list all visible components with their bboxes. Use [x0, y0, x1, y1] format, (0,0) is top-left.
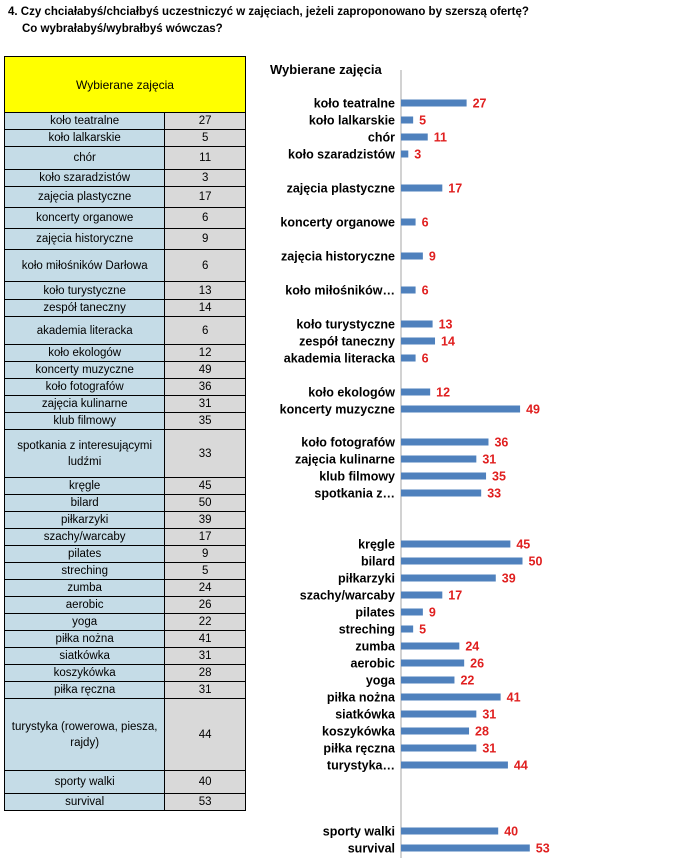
table-cell-count: 9 — [165, 546, 246, 563]
bar — [401, 592, 442, 599]
table-cell-count: 12 — [165, 345, 246, 362]
table-cell-count: 17 — [165, 187, 246, 208]
category-label: piłka ręczna — [323, 741, 395, 756]
bar — [401, 151, 408, 158]
data-label: 13 — [438, 317, 453, 332]
table-cell-activity: survival — [5, 794, 165, 811]
category-label: koncerty muzyczne — [279, 402, 395, 417]
table-cell-activity: piłka ręczna — [5, 682, 165, 699]
data-label: 50 — [528, 554, 543, 569]
category-label: koło fotografów — [301, 435, 395, 450]
table-cell-count: 24 — [165, 580, 246, 597]
category-label: piłka nożna — [326, 690, 395, 705]
table-header-row — [5, 57, 246, 113]
table-row — [5, 478, 246, 495]
table-row — [5, 147, 246, 170]
bar — [401, 609, 423, 616]
table-cell-activity: koło lalkarskie — [5, 130, 165, 147]
table-cell-activity: zespół taneczny — [5, 300, 165, 317]
table-cell-activity: streching — [5, 563, 165, 580]
data-label: 6 — [421, 283, 429, 298]
bar — [401, 762, 508, 769]
bar — [401, 745, 476, 752]
category-label: sporty walki — [322, 824, 395, 839]
table-cell-count: 33 — [165, 430, 246, 478]
data-label: 35 — [492, 469, 506, 484]
category-label: zespół taneczny — [299, 334, 395, 349]
table-row — [5, 300, 246, 317]
table-cell-count: 6 — [165, 250, 246, 282]
data-label: 14 — [441, 334, 455, 349]
table-cell-activity: koło teatralne — [5, 113, 165, 130]
chart-title: Wybierane zajęcia — [270, 62, 382, 77]
table-cell-activity: koszykówka — [5, 665, 165, 682]
table-cell-count: 9 — [165, 229, 246, 250]
table-cell-count: 11 — [165, 147, 246, 170]
table-row — [5, 208, 246, 229]
table-row — [5, 413, 246, 430]
category-label: klub filmowy — [319, 469, 395, 484]
table-cell-count: 28 — [165, 665, 246, 682]
data-label: 3 — [414, 147, 422, 162]
bar — [401, 253, 423, 260]
table-cell-count: 41 — [165, 631, 246, 648]
category-label: koszykówka — [322, 724, 395, 739]
table-row — [5, 170, 246, 187]
category-label: spotkania z… — [314, 486, 395, 501]
table-row — [5, 580, 246, 597]
table-cell-count: 5 — [165, 563, 246, 580]
data-label: 44 — [513, 758, 528, 773]
table-cell-activity: piłka nożna — [5, 631, 165, 648]
table-row — [5, 546, 246, 563]
bar — [401, 660, 464, 667]
table-row — [5, 282, 246, 300]
bar — [401, 321, 433, 328]
data-label: 31 — [482, 741, 497, 756]
table-cell-activity: siatkówka — [5, 648, 165, 665]
table-cell-activity: bilard — [5, 495, 165, 512]
table-cell-activity: szachy/warcaby — [5, 529, 165, 546]
category-label: siatkówka — [335, 707, 395, 722]
bar — [401, 185, 442, 192]
category-label: pilates — [355, 605, 395, 620]
table-row — [5, 771, 246, 794]
category-label: akademia literacka — [283, 351, 395, 366]
bar — [401, 711, 476, 718]
table-cell-count: 27 — [165, 113, 246, 130]
data-label: 9 — [428, 249, 436, 264]
bar — [401, 490, 481, 497]
bar — [401, 558, 523, 565]
table-cell-activity: piłkarzyki — [5, 512, 165, 529]
bar — [401, 677, 454, 684]
table-cell-activity: koło fotografów — [5, 379, 165, 396]
table-cell-activity: koło szaradzistów — [5, 170, 165, 187]
category-label: survival — [347, 841, 395, 856]
table-cell-activity: zajęcia kulinarne — [5, 396, 165, 413]
bar — [401, 694, 501, 701]
table-cell-activity: zajęcia historyczne — [5, 229, 165, 250]
table-cell-activity: koncerty muzyczne — [5, 362, 165, 379]
bar — [401, 439, 488, 446]
table-cell-activity: klub filmowy — [5, 413, 165, 430]
table-row — [5, 379, 246, 396]
table-row — [5, 794, 246, 811]
table-cell-activity: aerobic — [5, 597, 165, 614]
data-label: 11 — [433, 130, 447, 145]
data-label: 33 — [487, 486, 502, 501]
table-header: Wybierane zajęcia — [5, 57, 246, 113]
bar — [401, 541, 510, 548]
table-cell-activity: koncerty organowe — [5, 208, 165, 229]
table-cell-activity: kręgle — [5, 478, 165, 495]
table-row — [5, 130, 246, 147]
category-label: kręgle — [358, 537, 395, 552]
bar — [401, 473, 486, 480]
bar — [401, 728, 469, 735]
data-label: 45 — [516, 537, 531, 552]
table-cell-count: 14 — [165, 300, 246, 317]
table-cell-count: 3 — [165, 170, 246, 187]
bar — [401, 643, 459, 650]
question-text — [8, 4, 529, 38]
category-label: koncerty organowe — [280, 215, 395, 230]
category-label: koło szaradzistów — [288, 147, 395, 162]
bar — [401, 100, 467, 107]
table-cell-count: 5 — [165, 130, 246, 147]
table-row — [5, 597, 246, 614]
table-cell-activity: turystyka (rowerowa, piesza, rajdy) — [5, 699, 165, 771]
category-label: turystyka… — [326, 758, 395, 773]
data-label: 27 — [472, 96, 487, 111]
table-cell-activity: zumba — [5, 580, 165, 597]
table-cell-count: 6 — [165, 208, 246, 229]
table-cell-count: 22 — [165, 614, 246, 631]
table-cell-count: 39 — [165, 512, 246, 529]
category-label: yoga — [365, 673, 395, 688]
table-cell-count: 31 — [165, 648, 246, 665]
table-row — [5, 699, 246, 771]
table-cell-count: 17 — [165, 529, 246, 546]
category-label: piłkarzyki — [338, 571, 395, 586]
category-label: koło lalkarskie — [308, 113, 395, 128]
data-label: 5 — [419, 622, 427, 637]
table-row — [5, 495, 246, 512]
table-row — [5, 229, 246, 250]
data-label: 49 — [526, 402, 540, 417]
bar — [401, 626, 413, 633]
bar-chart — [256, 58, 680, 860]
table-row — [5, 187, 246, 208]
data-label: 36 — [494, 435, 509, 450]
data-label: 9 — [428, 605, 436, 620]
data-label: 53 — [535, 841, 550, 856]
table-row — [5, 512, 246, 529]
table-cell-activity: chór — [5, 147, 165, 170]
table-row — [5, 665, 246, 682]
table-row — [5, 631, 246, 648]
category-label: szachy/warcaby — [299, 588, 395, 603]
table-cell-count: 40 — [165, 771, 246, 794]
bar — [401, 134, 428, 141]
category-label: zajęcia kulinarne — [294, 452, 395, 467]
category-label: zajęcia plastyczne — [286, 181, 395, 196]
table-row — [5, 362, 246, 379]
table-cell-count: 49 — [165, 362, 246, 379]
bar — [401, 845, 530, 852]
bar — [401, 287, 416, 294]
table-row — [5, 648, 246, 665]
data-label: 31 — [482, 707, 497, 722]
table-cell-activity: koło miłośników Darłowa — [5, 250, 165, 282]
bar — [401, 575, 496, 582]
category-label: aerobic — [350, 656, 395, 671]
bar — [401, 117, 413, 124]
data-label: 41 — [506, 690, 521, 705]
bar — [401, 355, 416, 362]
table-row — [5, 682, 246, 699]
table-row — [5, 345, 246, 362]
data-label: 12 — [436, 385, 451, 400]
bar — [401, 828, 498, 835]
category-label: koło miłośników… — [285, 283, 395, 298]
category-label: koło ekologów — [308, 385, 395, 400]
category-label: bilard — [360, 554, 395, 569]
table-cell-count: 31 — [165, 682, 246, 699]
data-label: 39 — [501, 571, 516, 586]
category-label: chór — [367, 130, 395, 145]
data-label: 26 — [470, 656, 485, 671]
category-label: koło teatralne — [313, 96, 395, 111]
table-row — [5, 317, 246, 345]
table-cell-activity: zajęcia plastyczne — [5, 187, 165, 208]
table-row — [5, 396, 246, 413]
table-row — [5, 250, 246, 282]
category-label: zumba — [355, 639, 395, 654]
data-label: 17 — [448, 588, 463, 603]
table-cell-activity: spotkania z interesującymi ludźmi — [5, 430, 165, 478]
bar — [401, 338, 435, 345]
table-cell-count: 45 — [165, 478, 246, 495]
table-cell-count: 6 — [165, 317, 246, 345]
data-label: 17 — [448, 181, 463, 196]
table-cell-count: 31 — [165, 396, 246, 413]
table-cell-activity: koło ekologów — [5, 345, 165, 362]
category-label: streching — [338, 622, 395, 637]
table-row — [5, 430, 246, 478]
table-cell-count: 35 — [165, 413, 246, 430]
data-label: 6 — [421, 351, 429, 366]
data-table — [4, 56, 246, 811]
data-label: 40 — [504, 824, 519, 839]
table-row — [5, 529, 246, 546]
table-cell-count: 50 — [165, 495, 246, 512]
data-label: 31 — [482, 452, 497, 467]
data-label: 28 — [475, 724, 489, 739]
table-cell-activity: sporty walki — [5, 771, 165, 794]
data-label: 5 — [419, 113, 427, 128]
bar — [401, 406, 520, 413]
category-label: koło turystyczne — [296, 317, 395, 332]
table-cell-count: 36 — [165, 379, 246, 396]
table-row — [5, 614, 246, 631]
question-line-1: 4. Czy chciałabyś/chciałbyś uczestniczyć w zajęciach, jeżeli zaproponowano by szerszą ofertę? — [8, 6, 529, 18]
table-cell-count: 13 — [165, 282, 246, 300]
table-cell-activity: yoga — [5, 614, 165, 631]
bar — [401, 389, 430, 396]
table-cell-activity: koło turystyczne — [5, 282, 165, 300]
table-cell-count: 53 — [165, 794, 246, 811]
category-label: zajęcia historyczne — [281, 249, 395, 264]
table-cell-count: 26 — [165, 597, 246, 614]
table-cell-activity: akademia literacka — [5, 317, 165, 345]
data-label: 6 — [421, 215, 429, 230]
data-label: 24 — [465, 639, 480, 654]
bar — [401, 219, 416, 226]
table-row — [5, 113, 246, 130]
table-cell-activity: pilates — [5, 546, 165, 563]
table-cell-count: 44 — [165, 699, 246, 771]
question-line-2: Co wybrałabyś/wybrałbyś wówczas? — [22, 23, 223, 35]
table-row — [5, 563, 246, 580]
bar — [401, 456, 476, 463]
data-label: 22 — [460, 673, 475, 688]
